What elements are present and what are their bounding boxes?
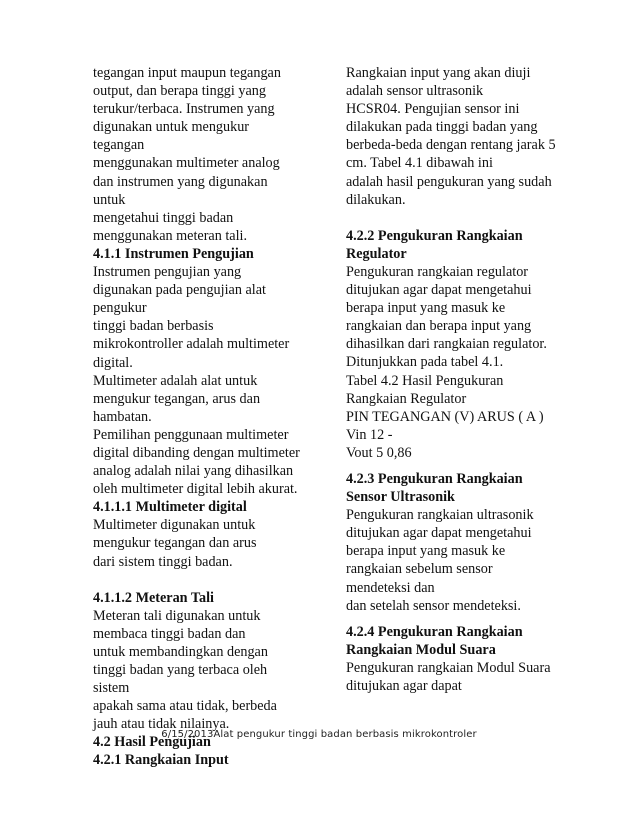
text-line: sistem bbox=[93, 680, 130, 697]
text-line: output, dan berapa tinggi yang bbox=[93, 83, 266, 100]
section-heading: 4.1.1.1 Multimeter digital bbox=[93, 499, 247, 516]
text-line: Instrumen pengujian yang bbox=[93, 264, 242, 281]
section-heading: 4.2.3 Pengukuran Rangkaian bbox=[346, 470, 523, 487]
text-line: Pengukuran rangkaian regulator bbox=[346, 263, 529, 280]
text-line: dilakukan. bbox=[346, 191, 406, 208]
text-line: digunakan pada pengujian alat bbox=[93, 282, 266, 299]
text-line: adalah sensor ultrasonik bbox=[346, 83, 484, 100]
text-line: ditujukan agar dapat mengetahui bbox=[346, 525, 532, 542]
text-line: rangkaian dan berapa input yang bbox=[346, 318, 532, 335]
text-line: menggunakan multimeter analog bbox=[93, 155, 280, 172]
text-line: cm. Tabel 4.1 dibawah ini bbox=[346, 155, 493, 172]
section-heading: Regulator bbox=[346, 245, 407, 262]
text-line: jauh atau tidak nilainya. bbox=[93, 716, 230, 733]
text-line: mendeteksi dan bbox=[346, 579, 435, 596]
right-column bbox=[346, 64, 568, 695]
spacer bbox=[346, 209, 568, 227]
text-line: analog adalah nilai yang dihasilkan bbox=[93, 463, 294, 480]
section-heading: 4.2.1 Rangkaian Input bbox=[93, 752, 229, 769]
text-line: ditujukan agar dapat bbox=[346, 678, 462, 694]
text-line: tegangan input maupun tegangan bbox=[93, 65, 281, 81]
text-line: dihasilkan dari rangkaian regulator. bbox=[346, 336, 547, 353]
text-line: Multimeter adalah alat untuk bbox=[93, 372, 258, 389]
text-line: tegangan bbox=[93, 137, 145, 154]
text-line: Pemilihan penggunaan multimeter bbox=[93, 426, 289, 443]
text-line: berapa input yang masuk ke bbox=[346, 300, 506, 317]
text-line: Multimeter digunakan untuk bbox=[93, 517, 256, 534]
section-heading: 4.2.2 Pengukuran Rangkaian bbox=[346, 227, 523, 244]
text-line: Vout 5 0,86 bbox=[346, 444, 412, 461]
text-line: adalah hasil pengukuran yang sudah bbox=[346, 173, 552, 190]
text-line: tinggi badan berbasis bbox=[93, 318, 214, 335]
text-line: hambatan. bbox=[93, 408, 152, 425]
text-line: mengukur tegangan, arus dan bbox=[93, 390, 261, 407]
spacer bbox=[346, 615, 568, 623]
page-footer: 6/15/2013Alat pengukur tinggi badan berbasis mikrokontroler bbox=[161, 729, 477, 740]
text-line: mengetahui tinggi badan bbox=[93, 209, 234, 226]
left-column bbox=[93, 64, 315, 770]
text-line: PIN TEGANGAN (V) ARUS ( A ) bbox=[346, 408, 544, 425]
section-heading: 4.2 Hasil Pengujian bbox=[93, 734, 211, 751]
text-line: Rangkaian input yang akan diuji bbox=[346, 65, 531, 81]
text-line: mengukur tegangan dan arus bbox=[93, 535, 257, 552]
text-line: dari sistem tinggi badan. bbox=[93, 553, 233, 570]
text-line: Pengukuran rangkaian ultrasonik bbox=[346, 507, 534, 524]
spacer bbox=[346, 462, 568, 470]
text-line: Ditunjukkan pada tabel 4.1. bbox=[346, 354, 504, 371]
text-line: rangkaian sebelum sensor bbox=[346, 561, 493, 578]
text-line: Rangkaian Regulator bbox=[346, 390, 467, 407]
section-heading: 4.1.1 Instrumen Pengujian bbox=[93, 245, 254, 262]
text-line: digital. bbox=[93, 354, 133, 371]
text-line: mikrokontroller adalah multimeter bbox=[93, 336, 290, 353]
section-heading: Sensor Ultrasonik bbox=[346, 489, 455, 506]
text-line: Tabel 4.2 Hasil Pengukuran bbox=[346, 372, 504, 389]
text-line: dan setelah sensor mendeteksi. bbox=[346, 597, 521, 614]
text-line: menggunakan meteran tali. bbox=[93, 227, 248, 244]
text-line: Meteran tali digunakan untuk bbox=[93, 607, 261, 624]
spacer bbox=[93, 571, 315, 589]
text-line: oleh multimeter digital lebih akurat. bbox=[93, 481, 298, 498]
section-heading: Rangkaian Modul Suara bbox=[346, 641, 496, 658]
text-line: Vin 12 - bbox=[346, 426, 393, 443]
text-line: berbeda-beda dengan rentang jarak 5 bbox=[346, 137, 556, 154]
text-line: tinggi badan yang terbaca oleh bbox=[93, 662, 268, 678]
text-line: ditujukan agar dapat mengetahui bbox=[346, 282, 532, 299]
text-line: HCSR04. Pengujian sensor ini bbox=[346, 101, 520, 118]
text-line: membaca tinggi badan dan bbox=[93, 625, 246, 642]
text-line: untuk bbox=[93, 191, 126, 208]
text-line: dan instrumen yang digunakan bbox=[93, 173, 268, 190]
section-heading: 4.2.4 Pengukuran Rangkaian bbox=[346, 623, 523, 640]
text-line: dilakukan pada tinggi badan yang bbox=[346, 119, 538, 136]
text-line: berapa input yang masuk ke bbox=[346, 543, 506, 560]
text-line: digital dibanding dengan multimeter bbox=[93, 444, 300, 461]
text-line: pengukur bbox=[93, 300, 147, 317]
text-line: apakah sama atau tidak, berbeda bbox=[93, 698, 277, 715]
text-line: digunakan untuk mengukur bbox=[93, 119, 250, 136]
text-line: Pengukuran rangkaian Modul Suara bbox=[346, 659, 551, 676]
text-line: untuk membandingkan dengan bbox=[93, 643, 268, 660]
text-line: terukur/terbaca. Instrumen yang bbox=[93, 101, 275, 118]
section-heading: 4.1.1.2 Meteran Tali bbox=[93, 589, 214, 606]
